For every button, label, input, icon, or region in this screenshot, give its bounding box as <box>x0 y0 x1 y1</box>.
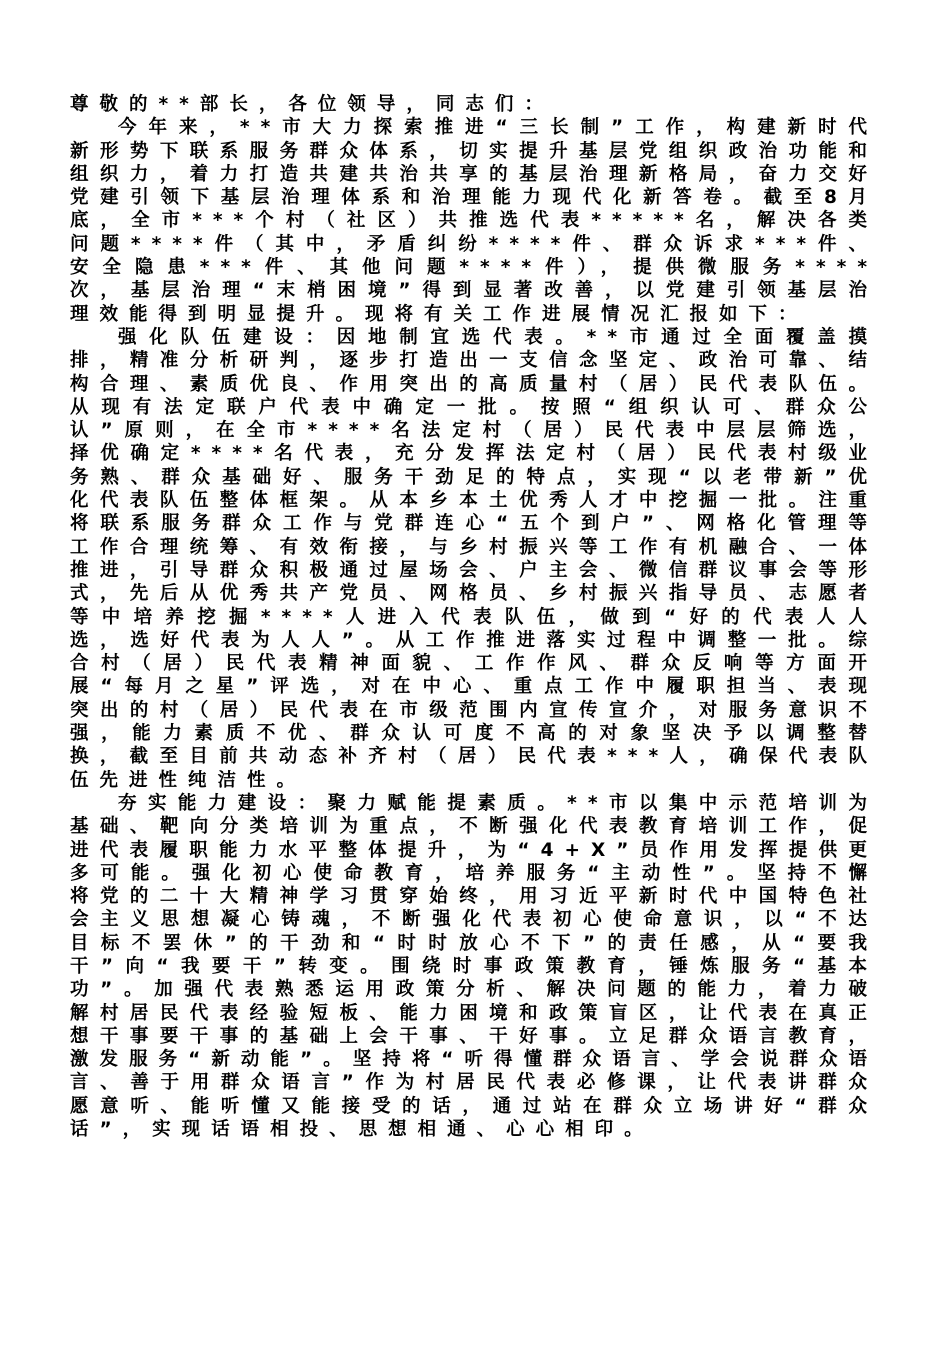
salutation: 尊敬的**部长，各位领导，同志们： <box>70 94 554 115</box>
document-body <box>70 93 878 1141</box>
capacity-building-paragraph: 夯实能力建设：聚力赋能提素质。**市以集中示范培训为基础、靶向分类培训为重点，不断强化代表教育培训工作，促进代表履职能力水平整体提升，为“4+X”员作用发挥提供更多可能。强化初心使命教育，培养服务“主动性”。坚持不懈将党的二十大精神学习贯穿始终，用习近平新时代中国特色社会主义思想凝心铸魂，不断强化代表初心使命意识，以“不达目标不罢休”的干劲和“时时放心不下”的责任感，从“要我干”向“我要干”转变。围绕时事政策教育，锤炼服务“基本功”。加强代表熟悉运用政策分析、解决问题的能力，着力破解村居民代表经验短板、能力困境和政策盲区，让代表在真正想干事要干事的基础上会干事、干好事。立足群众语言教育，激发服务“新动能”。坚持将“听得懂群众语言、学会说群众语言、善于用群众语言”作为村居民代表必修课，让代表讲群众愿意听、能听懂又能接受的话，通过站在群众立场讲好“群众话”，实现话语相投、思想相通、心心相印。 <box>70 792 878 1141</box>
intro-paragraph: 今年来，**市大力探索推进“三长制”工作，构建新时代新形势下联系服务群众体系，切实提升基层党组织政治功能和组织力，着力打造共建共治共享的基层治理新格局，奋力交好党建引领下基层治理体系和治理能力现代化新答卷。截至8月底，全市***个村（社区）共推选代表*****名，解决各类问题****件（其中，矛盾纠纷****件、群众诉求***件、安全隐患***件、其他问题****件），提供微服务****次，基层治理“末梢困境”得到显著改善，以党建引领基层治理效能得到明显提升。现将有关工作进展情况汇报如下： <box>70 117 878 325</box>
team-building-paragraph: 强化队伍建设：因地制宜选代表。**市通过全面覆盖摸排，精准分析研判，逐步打造出一支信念坚定、政治可靠、结构合理、素质优良、作用突出的高质量村（居）民代表队伍。从现有法定联户代表中确定一批。按照“组织认可、群众公认”原则，在全市****名法定村（居）民代表中层层筛选，择优确定****名代表，充分发挥法定村（居）民代表村级业务熟、群众基础好、服务干劲足的特点，实现“以老带新”优化代表队伍整体框架。从本乡本土优秀人才中挖掘一批。注重将联系服务群众工作与党群连心“五个到户”、网格化管理等工作合理统筹、有效衔接，与乡村振兴等工作有机融合、一体推进，引导群众积极通过屋场会、户主会、微信群议事会等形式，先后从优秀共产党员、网格员、乡村振兴指导员、志愿者等中培养挖掘****人进入代表队伍，做到“好的代表人人选，选好代表为人人”。从工作推进落实过程中调整一批。综合村（居）民代表精神面貌、工作作风、群众反响等方面开展“每月之星”评选，对在中心、重点工作中履职担当、表现突出的村（居）民代表在市级范围内宣传宣介，对服务意识不强，能力素质不优、群众认可度不高的对象坚决予以调整替换，截至目前共动态补齐村（居）民代表***人，确保代表队伍先进性纯洁性。 <box>70 326 878 791</box>
